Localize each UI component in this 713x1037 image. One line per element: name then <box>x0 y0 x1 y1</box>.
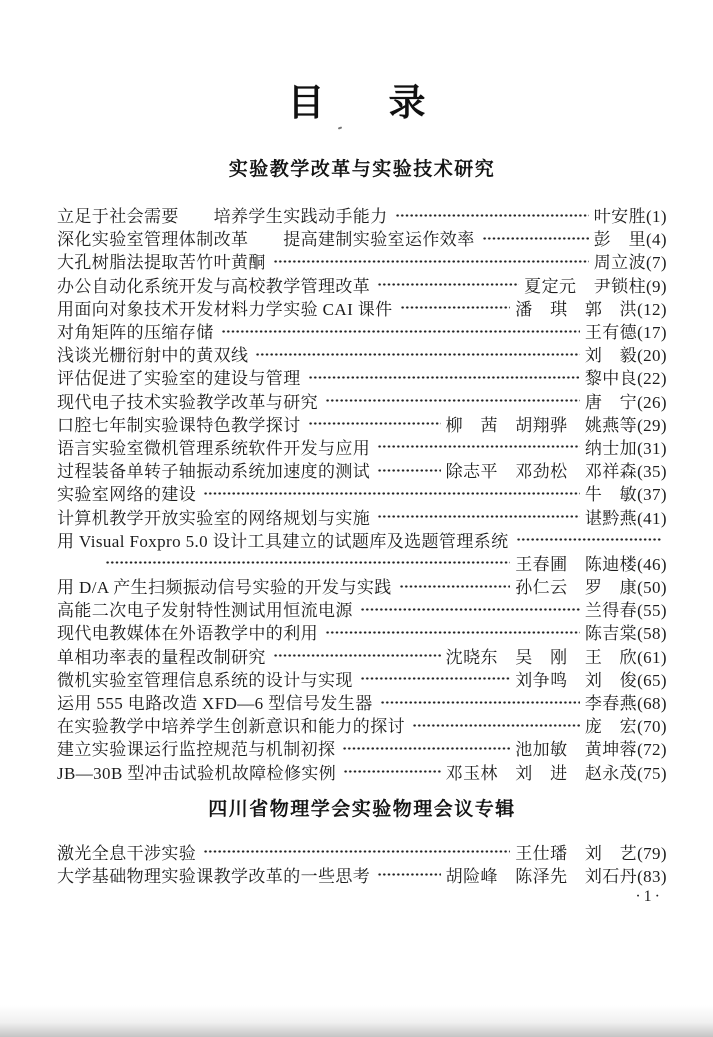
toc-entry <box>57 504 667 527</box>
dot-leader <box>359 597 582 620</box>
dot-leader <box>376 435 582 458</box>
entry-title: 单相功率表的量程改制研究 <box>57 647 266 667</box>
entry-authors-page: 唐 宁(26) <box>584 392 667 412</box>
section-heading: 四川省物理学会实验物理会议专辑 <box>208 798 516 820</box>
toc-entry <box>57 713 667 736</box>
entry-title: 在实验教学中培养学生创新意识和能力的探讨 <box>57 717 405 737</box>
entry-authors-page: 庞 宏(70) <box>584 717 667 737</box>
dot-leader <box>341 736 512 759</box>
entry-title: 对角矩阵的压缩存储 <box>57 323 214 343</box>
toc-entry <box>57 760 667 783</box>
entry-title: 用 Visual Foxpro 5.0 设计工具建立的试题库及选题管理系统 <box>57 531 509 551</box>
entry-authors-page: 刘 毅(20) <box>584 346 667 366</box>
entry-authors-page: 沈晓东 吴 刚 王 欣(61) <box>445 647 667 667</box>
toc-sections <box>57 0 667 886</box>
dot-leader <box>515 528 664 551</box>
entry-title: 微机实验室管理信息系统的设计与实现 <box>57 670 353 690</box>
dot-leader <box>202 481 582 504</box>
entry-authors-page: 兰得春(55) <box>584 601 667 621</box>
toc-entry <box>57 644 667 667</box>
dot-leader <box>394 203 591 226</box>
toc-entry <box>57 736 667 759</box>
dot-leader <box>376 863 442 886</box>
toc-entry <box>57 458 667 481</box>
toc-entry <box>57 435 667 458</box>
entry-authors-page: 王春圃 陈迪楼(46) <box>515 554 667 574</box>
dot-leader <box>307 412 443 435</box>
toc-entry <box>57 620 667 643</box>
toc-entry <box>57 574 667 597</box>
entry-title: 立足于社会需要 培养学生实践动手能力 <box>57 207 388 227</box>
entry-authors-page: 王有德(17) <box>584 323 667 343</box>
entry-title: 深化实验室管理体制改革 提高建制实验室运作效率 <box>57 230 475 250</box>
toc-entry <box>57 551 667 574</box>
dot-leader <box>272 249 591 272</box>
entry-authors-page: 周立波(7) <box>593 253 667 273</box>
dot-leader <box>359 667 512 690</box>
toc-entry <box>57 389 667 412</box>
toc-entry <box>57 597 667 620</box>
entry-authors-page: 叶安胜(1) <box>593 207 667 227</box>
entry-authors-page: 牛 敏(37) <box>584 485 667 505</box>
entry-title: 办公自动化系统开发与高校教学管理改革 <box>57 276 371 296</box>
toc-entry <box>57 319 667 342</box>
page-number: ·1· <box>635 888 663 905</box>
toc-entry <box>57 667 667 690</box>
entry-title: 实验室网络的建设 <box>57 485 197 505</box>
entry-title: 口腔七年制实验课特色教学探讨 <box>57 415 301 435</box>
dot-leader <box>104 551 512 574</box>
toc-entry <box>57 296 667 319</box>
entry-title: 大孔树脂法提取苦竹叶黄酮 <box>57 253 266 273</box>
toc-entry <box>57 365 667 388</box>
toc-entry <box>57 273 667 296</box>
entry-authors-page: 邓玉林 刘 进 赵永茂(75) <box>445 763 667 783</box>
dot-leader <box>398 574 513 597</box>
entry-authors-page: 彭 里(4) <box>593 230 667 250</box>
dot-leader <box>254 342 581 365</box>
entry-authors-page: 池加敏 黄坤蓉(72) <box>515 740 667 760</box>
entry-title: 过程装备单转子轴振动系统加速度的测试 <box>57 462 371 482</box>
entry-title: 用面向对象技术开发材料力学实验 CAI 课件 <box>57 299 393 319</box>
entry-authors-page: 王仕璠 刘 艺(79) <box>515 843 667 863</box>
entry-title: 大学基础物理实验课教学改革的一些思考 <box>57 866 371 886</box>
dot-leader <box>307 365 582 388</box>
entry-title: 计算机教学开放实验室的网络规划与实施 <box>57 508 371 528</box>
entry-title: 浅谈光栅衍射中的黄双线 <box>57 346 249 366</box>
dot-leader <box>411 713 582 736</box>
toc-section <box>57 799 667 886</box>
entry-authors-page: 夏定元 尹锁柱(9) <box>524 276 667 296</box>
toc-entry <box>57 863 667 886</box>
toc-entry <box>57 412 667 435</box>
dot-leader <box>481 226 591 249</box>
dot-leader <box>324 389 582 412</box>
dot-leader <box>324 620 582 643</box>
toc-rows <box>57 203 667 783</box>
entry-authors-page: 孙仁云 罗 康(50) <box>515 578 667 598</box>
page-title-char-1: 目 <box>287 82 325 123</box>
dot-leader <box>376 504 582 527</box>
dot-leader <box>399 296 513 319</box>
entry-authors-page: 李春燕(68) <box>584 694 667 714</box>
entry-title: 评估促进了实验室的建设与管理 <box>57 369 301 389</box>
entry-title: JB—30B 型冲击试验机故障检修实例 <box>57 763 337 783</box>
toc-entry <box>57 840 667 863</box>
toc-entry <box>57 342 667 365</box>
page-title-char-2: 录 <box>388 82 426 123</box>
entry-authors-page: 柳 茜 胡翔骅 姚燕等(29) <box>445 415 667 435</box>
entry-title: 运用 555 电路改造 XFD—6 型信号发生器 <box>57 694 373 714</box>
entry-title: 高能二次电子发射特性测试用恒流电源 <box>57 601 353 621</box>
toc-section <box>57 159 667 783</box>
entry-title: 现代电教媒体在外语教学中的利用 <box>57 624 318 644</box>
entry-authors-page: 除志平 邓劲松 邓祥森(35) <box>445 462 667 482</box>
dot-leader <box>272 644 443 667</box>
entry-title: 激光全息干涉实验 <box>57 843 197 863</box>
entry-authors-page: 陈吉棠(58) <box>584 624 667 644</box>
entry-title: 建立实验课运行监控规范与机制初探 <box>57 740 336 760</box>
entry-authors-page: 谌黔燕(41) <box>584 508 667 528</box>
scan-artifact-band <box>0 1005 713 1037</box>
toc-rows <box>57 840 667 886</box>
entry-authors-page: 胡险峰 陈泽先 刘石丹(83) <box>445 866 667 886</box>
entry-title: 现代电子技术实验教学改革与研究 <box>57 392 318 412</box>
toc-entry <box>57 249 667 272</box>
toc-entry <box>57 226 667 249</box>
toc-entry <box>57 481 667 504</box>
toc-entry <box>57 690 667 713</box>
dot-leader <box>202 840 512 863</box>
dot-leader <box>376 273 521 296</box>
dot-leader <box>342 760 443 783</box>
entry-authors-page: 黎中良(22) <box>584 369 667 389</box>
toc-entry <box>57 203 667 226</box>
entry-title: 语言实验室微机管理系统软件开发与应用 <box>57 438 371 458</box>
entry-title: 用 D/A 产生扫频振动信号实验的开发与实践 <box>57 578 392 598</box>
dot-leader <box>220 319 582 342</box>
dot-leader <box>379 690 582 713</box>
section-heading: 实验教学改革与实验技术研究 <box>228 159 496 180</box>
toc-entry <box>57 528 667 551</box>
entry-authors-page: 纳士加(31) <box>584 438 667 458</box>
dot-leader <box>376 458 442 481</box>
entry-authors-page: 刘争鸣 刘 俊(65) <box>515 670 667 690</box>
entry-authors-page: 潘 琪 郭 洪(12) <box>515 299 667 319</box>
